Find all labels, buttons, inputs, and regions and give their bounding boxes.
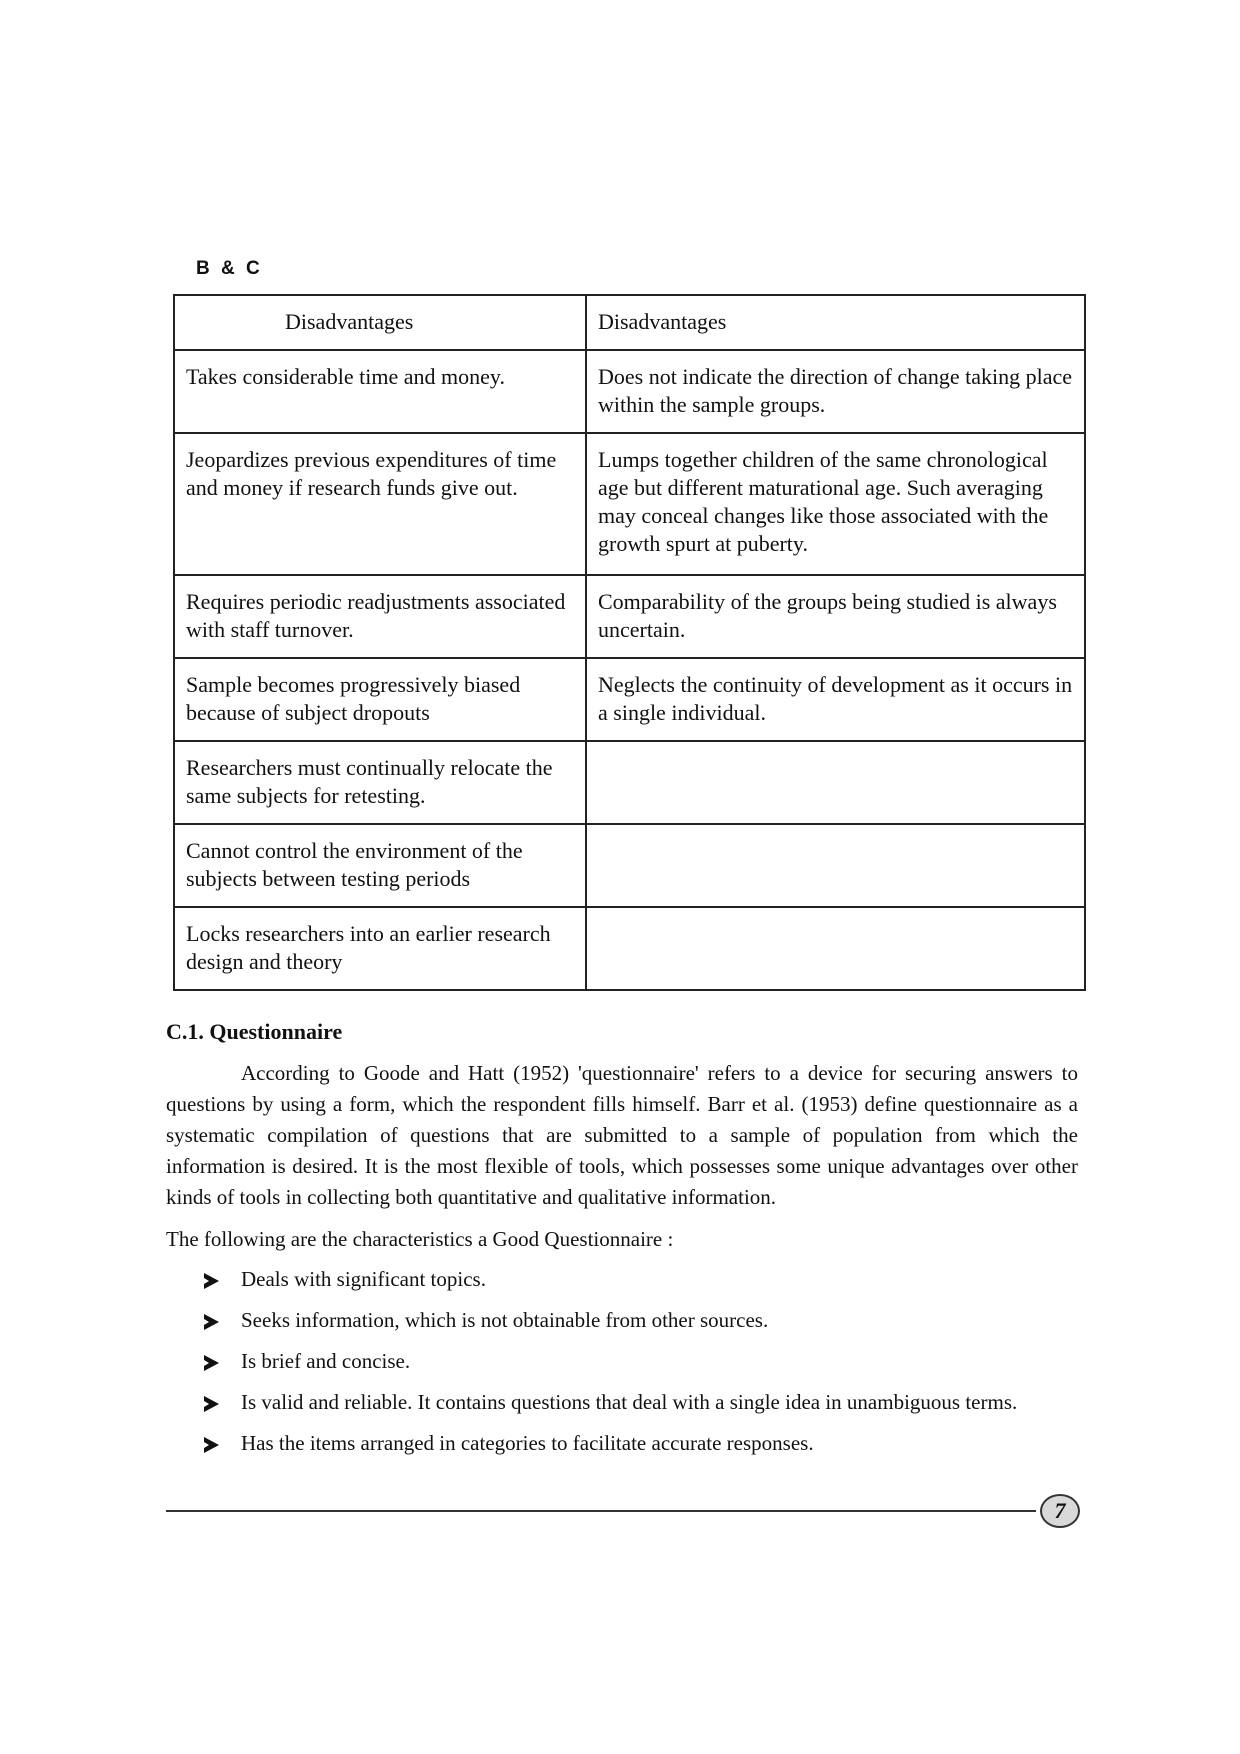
table-cell (586, 907, 1085, 990)
arrow-bullet-icon (204, 1355, 219, 1371)
section-label: B & C (196, 258, 263, 279)
table-cell: Takes considerable time and money. (174, 350, 586, 433)
list-item (204, 1428, 1017, 1469)
list-item-text: Is valid and reliable. It contains questions that deal with a single idea in unambiguous terms. (241, 1390, 1018, 1414)
table-cell: Does not indicate the direction of change taking place within the sample groups. (586, 350, 1085, 433)
arrow-bullet-icon (204, 1273, 219, 1289)
table-row (174, 907, 1085, 990)
arrow-bullet-icon (204, 1314, 219, 1330)
disadvantages-table (173, 294, 1086, 991)
table-row (174, 350, 1085, 433)
column-header: Disadvantages (586, 295, 1085, 350)
table-cell (586, 824, 1085, 907)
list-item-text: Is brief and concise. (241, 1349, 411, 1373)
table-header-row (174, 295, 1085, 350)
table-cell: Comparability of the groups being studied is always uncertain. (586, 575, 1085, 658)
list-item (204, 1305, 1017, 1346)
table-cell (586, 741, 1085, 824)
table-cell: Researchers must continually relocate the same subjects for retesting. (174, 741, 586, 824)
arrow-bullet-icon (204, 1396, 219, 1412)
table-row (174, 575, 1085, 658)
list-item-text: Seeks information, which is not obtainable from other sources. (241, 1308, 769, 1332)
table-cell: Cannot control the environment of the subjects between testing periods (174, 824, 586, 907)
section-heading: C.1. Questionnaire (166, 1019, 343, 1044)
table-cell: Locks researchers into an earlier research design and theory (174, 907, 586, 990)
table-cell: Jeopardizes previous expenditures of time and money if research funds give out. (174, 433, 586, 575)
table-row (174, 433, 1085, 575)
list-item-text: Deals with significant topics. (241, 1267, 486, 1291)
table-cell: Lumps together children of the same chronological age but different maturational age. Such averaging may conceal changes like those associated with the growth spurt at puberty. (586, 433, 1085, 575)
intro-paragraph: According to Goode and Hatt (1952) 'questionnaire' refers to a device for securing answers to questions by using a form, which the respondent fills himself. Barr et al. (1953) define questionnaire as a systematic compilation of questions that are submitted to a sample of population from which the information is desired. It is the most flexible of tools, which possesses some unique advantages over other kinds of tools in collecting both quantitative and qualitative information. (166, 1061, 1078, 1209)
list-item-text: Has the items arranged in categories to facilitate accurate responses. (241, 1431, 814, 1455)
characteristics-lead: The following are the characteristics a Good Questionnaire : (166, 1227, 674, 1251)
footer-divider (166, 1510, 1036, 1512)
page-number: 7 (1040, 1494, 1080, 1528)
table-row (174, 824, 1085, 907)
table-row (174, 741, 1085, 824)
list-item (204, 1387, 1017, 1428)
table-cell: Sample becomes progressively biased because of subject dropouts (174, 658, 586, 741)
list-item (204, 1346, 1017, 1387)
table-cell: Neglects the continuity of development as it occurs in a single individual. (586, 658, 1085, 741)
table-row (174, 658, 1085, 741)
list-item (204, 1264, 1017, 1305)
table-cell: Requires periodic readjustments associated with staff turnover. (174, 575, 586, 658)
characteristics-list (204, 1264, 1017, 1469)
arrow-bullet-icon (204, 1437, 219, 1453)
column-header: Disadvantages (174, 295, 586, 350)
